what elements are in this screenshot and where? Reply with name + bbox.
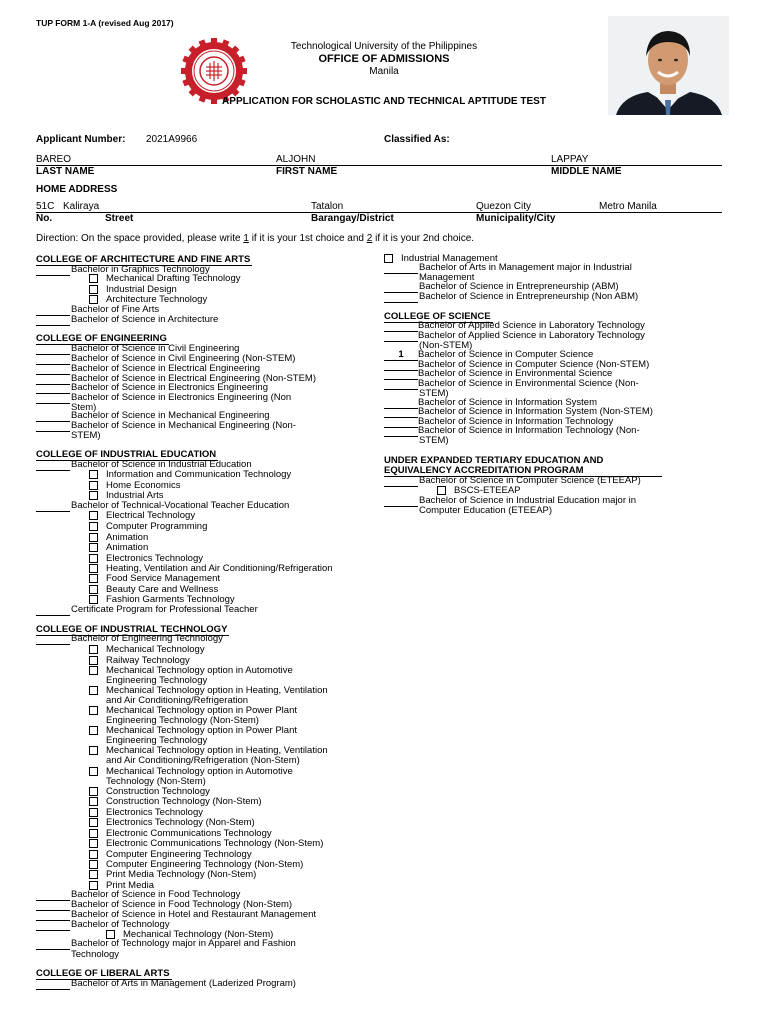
- program-continuation: Technology: [71, 949, 120, 960]
- program-row: Bachelor of Science in Entrepreneurship (ABM): [384, 282, 619, 293]
- option-row: Home Economics: [89, 481, 180, 491]
- applicant-number-label: Applicant Number:: [36, 134, 126, 145]
- option-row: Industrial Arts: [89, 491, 164, 501]
- program-row: Bachelor of Engineering Technology: [36, 634, 223, 645]
- section-cos-heading: COLLEGE OF SCIENCE: [384, 311, 491, 322]
- program-row: Bachelor of Science in Civil Engineering: [36, 344, 239, 355]
- program-row: Bachelor of Science in Entrepreneurship (Non ABM): [384, 292, 638, 303]
- option-row: Computer Engineering Technology (Non-Stem): [89, 860, 303, 870]
- program-row: Bachelor of Science in Information Technology: [384, 417, 613, 428]
- program-row: Bachelor of Science in Electrical Engineering: [36, 364, 260, 375]
- option-row-industrial-management: Industrial Management: [384, 254, 498, 264]
- option-row: Computer Engineering Technology: [89, 850, 252, 860]
- form-title: APPLICATION FOR SCHOLASTIC AND TECHNICAL APTITUDE TEST: [222, 96, 546, 107]
- option-row: Electronics Technology: [89, 554, 203, 564]
- program-row: Bachelor of Technology major in Apparel and Fashion: [36, 939, 296, 950]
- section-coe-heading: COLLEGE OF ENGINEERING: [36, 333, 167, 344]
- option-row: Electronic Communications Technology (Non-Stem): [89, 839, 323, 849]
- first-name-label: FIRST NAME: [276, 166, 338, 177]
- program-row: Bachelor of Science in Electronics Engineering: [36, 383, 268, 394]
- option-row: Architecture Technology: [89, 295, 207, 305]
- program-row: Bachelor of Fine Arts: [36, 305, 159, 316]
- option-row: Fashion Garments Technology: [89, 595, 235, 605]
- option-row: BSCS-ETEEAP: [437, 486, 521, 496]
- program-row: Bachelor of Science in Information Technology (Non-: [384, 426, 640, 437]
- direction-text: Direction: On the space provided, please write 1 if it is your 1st choice and 2 if it is your 2nd choice.: [36, 233, 475, 244]
- program-row: Bachelor of Science in Environmental Science (Non-: [384, 379, 639, 390]
- home-address-heading: HOME ADDRESS: [36, 184, 118, 195]
- option-row: Information and Communication Technology: [89, 470, 291, 480]
- option-row: Food Service Management: [89, 574, 220, 584]
- first-name-value[interactable]: ALJOHN: [276, 154, 316, 165]
- applicant-photo: [608, 16, 729, 115]
- option-row: Mechanical Technology (Non-Stem): [106, 930, 273, 940]
- option-row: Electronics Technology (Non-Stem): [89, 818, 255, 828]
- address-street-value[interactable]: Kaliraya: [63, 201, 100, 212]
- option-row: Electrical Technology: [89, 511, 195, 521]
- section-cla-heading: COLLEGE OF LIBERAL ARTS: [36, 968, 170, 979]
- program-continuation: STEM): [71, 430, 101, 441]
- option-row: Industrial Design: [89, 285, 177, 295]
- section-cie-heading: COLLEGE OF INDUSTRIAL EDUCATION: [36, 449, 217, 460]
- option-row: Mechanical Technology option in Heating, Ventilation and Air Conditioning/Refrigeration: [89, 686, 328, 706]
- choice-blank[interactable]: [36, 265, 70, 276]
- program-row: Bachelor of Arts in Management major in Industrial Management: [384, 263, 632, 283]
- option-row: Mechanical Technology option in Power Plant Engineering Technology (Non-Stem): [89, 706, 297, 726]
- classified-as-label: Classified As:: [384, 134, 450, 145]
- header-office: OFFICE OF ADMISSIONS: [318, 53, 450, 65]
- option-row: Electronic Communications Technology: [89, 829, 272, 839]
- program-row: Bachelor of Science in Environmental Science: [384, 369, 612, 380]
- option-checkbox[interactable]: [89, 285, 98, 294]
- header-city: Manila: [369, 66, 399, 77]
- section-eteeap-heading-2: EQUIVALENCY ACCREDITATION PROGRAM: [384, 465, 662, 477]
- address-street-label: Street: [105, 213, 134, 224]
- program-row: Certificate Program for Professional Teacher: [36, 605, 258, 616]
- last-name-value[interactable]: BAREO: [36, 154, 72, 165]
- program-row: Bachelor of Arts in Management (Laderized Program): [36, 979, 296, 990]
- program-row: Bachelor of Science in Industrial Education major in Computer Education (ETEEAP): [384, 496, 636, 516]
- address-municipality-value[interactable]: Quezon City: [476, 201, 532, 212]
- program-row: Bachelor of Science in Food Technology: [36, 890, 240, 901]
- option-row: Print Media Technology (Non-Stem): [89, 870, 256, 880]
- address-no-label: No.: [36, 213, 53, 224]
- program-row: Bachelor of Science in Hotel and Restaurant Management: [36, 910, 316, 921]
- program-continuation: STEM): [419, 435, 449, 446]
- program-row: Bachelor in Graphics Technology: [36, 265, 210, 276]
- program-row: Bachelor of Science in Information System: [384, 398, 597, 409]
- program-row: Bachelor of Science in Architecture: [36, 315, 218, 326]
- form-code: TUP FORM 1-A (revised Aug 2017): [36, 18, 174, 28]
- program-row: Bachelor of Science in Electrical Engineering (Non-STEM): [36, 374, 316, 385]
- option-row: Computer Programming: [89, 522, 207, 532]
- address-barangay-label: Barangay/District: [311, 213, 394, 224]
- choice-blank[interactable]: [36, 315, 70, 326]
- option-row: Mechanical Drafting Technology: [89, 274, 240, 284]
- program-continuation: Stem): [71, 402, 97, 413]
- option-row: Mechanical Technology option in Heating, Ventilation and Air Conditioning/Refrigeration (Non-Stem): [89, 746, 328, 766]
- applicant-number[interactable]: 2021A9966: [146, 134, 198, 145]
- program-row: Bachelor of Science in Civil Engineering (Non-STEM): [36, 354, 295, 365]
- program-row: Bachelor of Technical-Vocational Teacher Education: [36, 501, 289, 512]
- program-continuation: STEM): [419, 388, 449, 399]
- program-continuation: (Non-STEM): [419, 340, 473, 351]
- option-row: Beauty Care and Wellness: [89, 585, 218, 595]
- program-row: Bachelor of Science in Industrial Education: [36, 460, 252, 471]
- option-checkbox[interactable]: [89, 295, 98, 304]
- address-municipality-label: Municipality/City: [476, 213, 556, 224]
- section-cafa-heading: COLLEGE OF ARCHITECTURE AND FINE ARTS: [36, 254, 251, 265]
- header-university: Technological University of the Philippines: [290, 41, 478, 52]
- program-row: Bachelor of Science in Mechanical Engineering (Non-: [36, 421, 296, 432]
- option-row: Construction Technology: [89, 787, 210, 797]
- option-row: Animation: [89, 533, 148, 543]
- address-barangay-value[interactable]: Tatalon: [311, 201, 344, 212]
- option-row: Railway Technology: [89, 656, 190, 666]
- option-row: Heating, Ventilation and Air Conditioning/Refrigeration: [89, 564, 333, 574]
- middle-name-label: MIDDLE NAME: [551, 166, 622, 177]
- option-row: Print Media: [89, 881, 154, 891]
- program-row-computer-science: 1 Bachelor of Science in Computer Science: [384, 350, 593, 361]
- option-row: Mechanical Technology option in Automotive Technology (Non-Stem): [89, 767, 293, 787]
- address-no-value[interactable]: 51C: [36, 201, 55, 212]
- program-row: Bachelor of Science in Electronics Engineering (Non: [36, 393, 291, 404]
- option-checkbox[interactable]: [89, 274, 98, 283]
- program-row: Bachelor of Applied Science in Laboratory Technology: [384, 331, 645, 342]
- program-row: Bachelor of Science in Computer Science (Non-STEM): [384, 360, 649, 371]
- option-row: Mechanical Technology option in Power Plant Engineering Technology: [89, 726, 297, 746]
- option-row: Animation: [89, 543, 148, 553]
- program-row: Bachelor of Science in Food Technology (Non-Stem): [36, 900, 292, 911]
- section-cit-heading: COLLEGE OF INDUSTRIAL TECHNOLOGY: [36, 624, 228, 635]
- section-eteeap-heading-1: UNDER EXPANDED TERTIARY EDUCATION AND: [384, 455, 604, 466]
- middle-name-value[interactable]: LAPPAY: [551, 154, 589, 165]
- program-row: Bachelor of Technology: [36, 920, 170, 931]
- program-row: Bachelor of Applied Science in Laboratory Technology: [384, 321, 645, 332]
- program-row: Bachelor of Science in Mechanical Engineering: [36, 411, 270, 422]
- option-row: Construction Technology (Non-Stem): [89, 797, 262, 807]
- last-name-label: LAST NAME: [36, 166, 95, 177]
- program-row: Bachelor of Science in Information System (Non-STEM): [384, 407, 653, 418]
- option-row: Electronics Technology: [89, 808, 203, 818]
- option-row: Mechanical Technology option in Automotive Engineering Technology: [89, 666, 293, 686]
- program-row: Bachelor of Science in Computer Science (ETEEAP): [384, 476, 641, 487]
- address-region-value[interactable]: Metro Manila: [599, 201, 657, 212]
- option-row: Mechanical Technology: [89, 645, 205, 655]
